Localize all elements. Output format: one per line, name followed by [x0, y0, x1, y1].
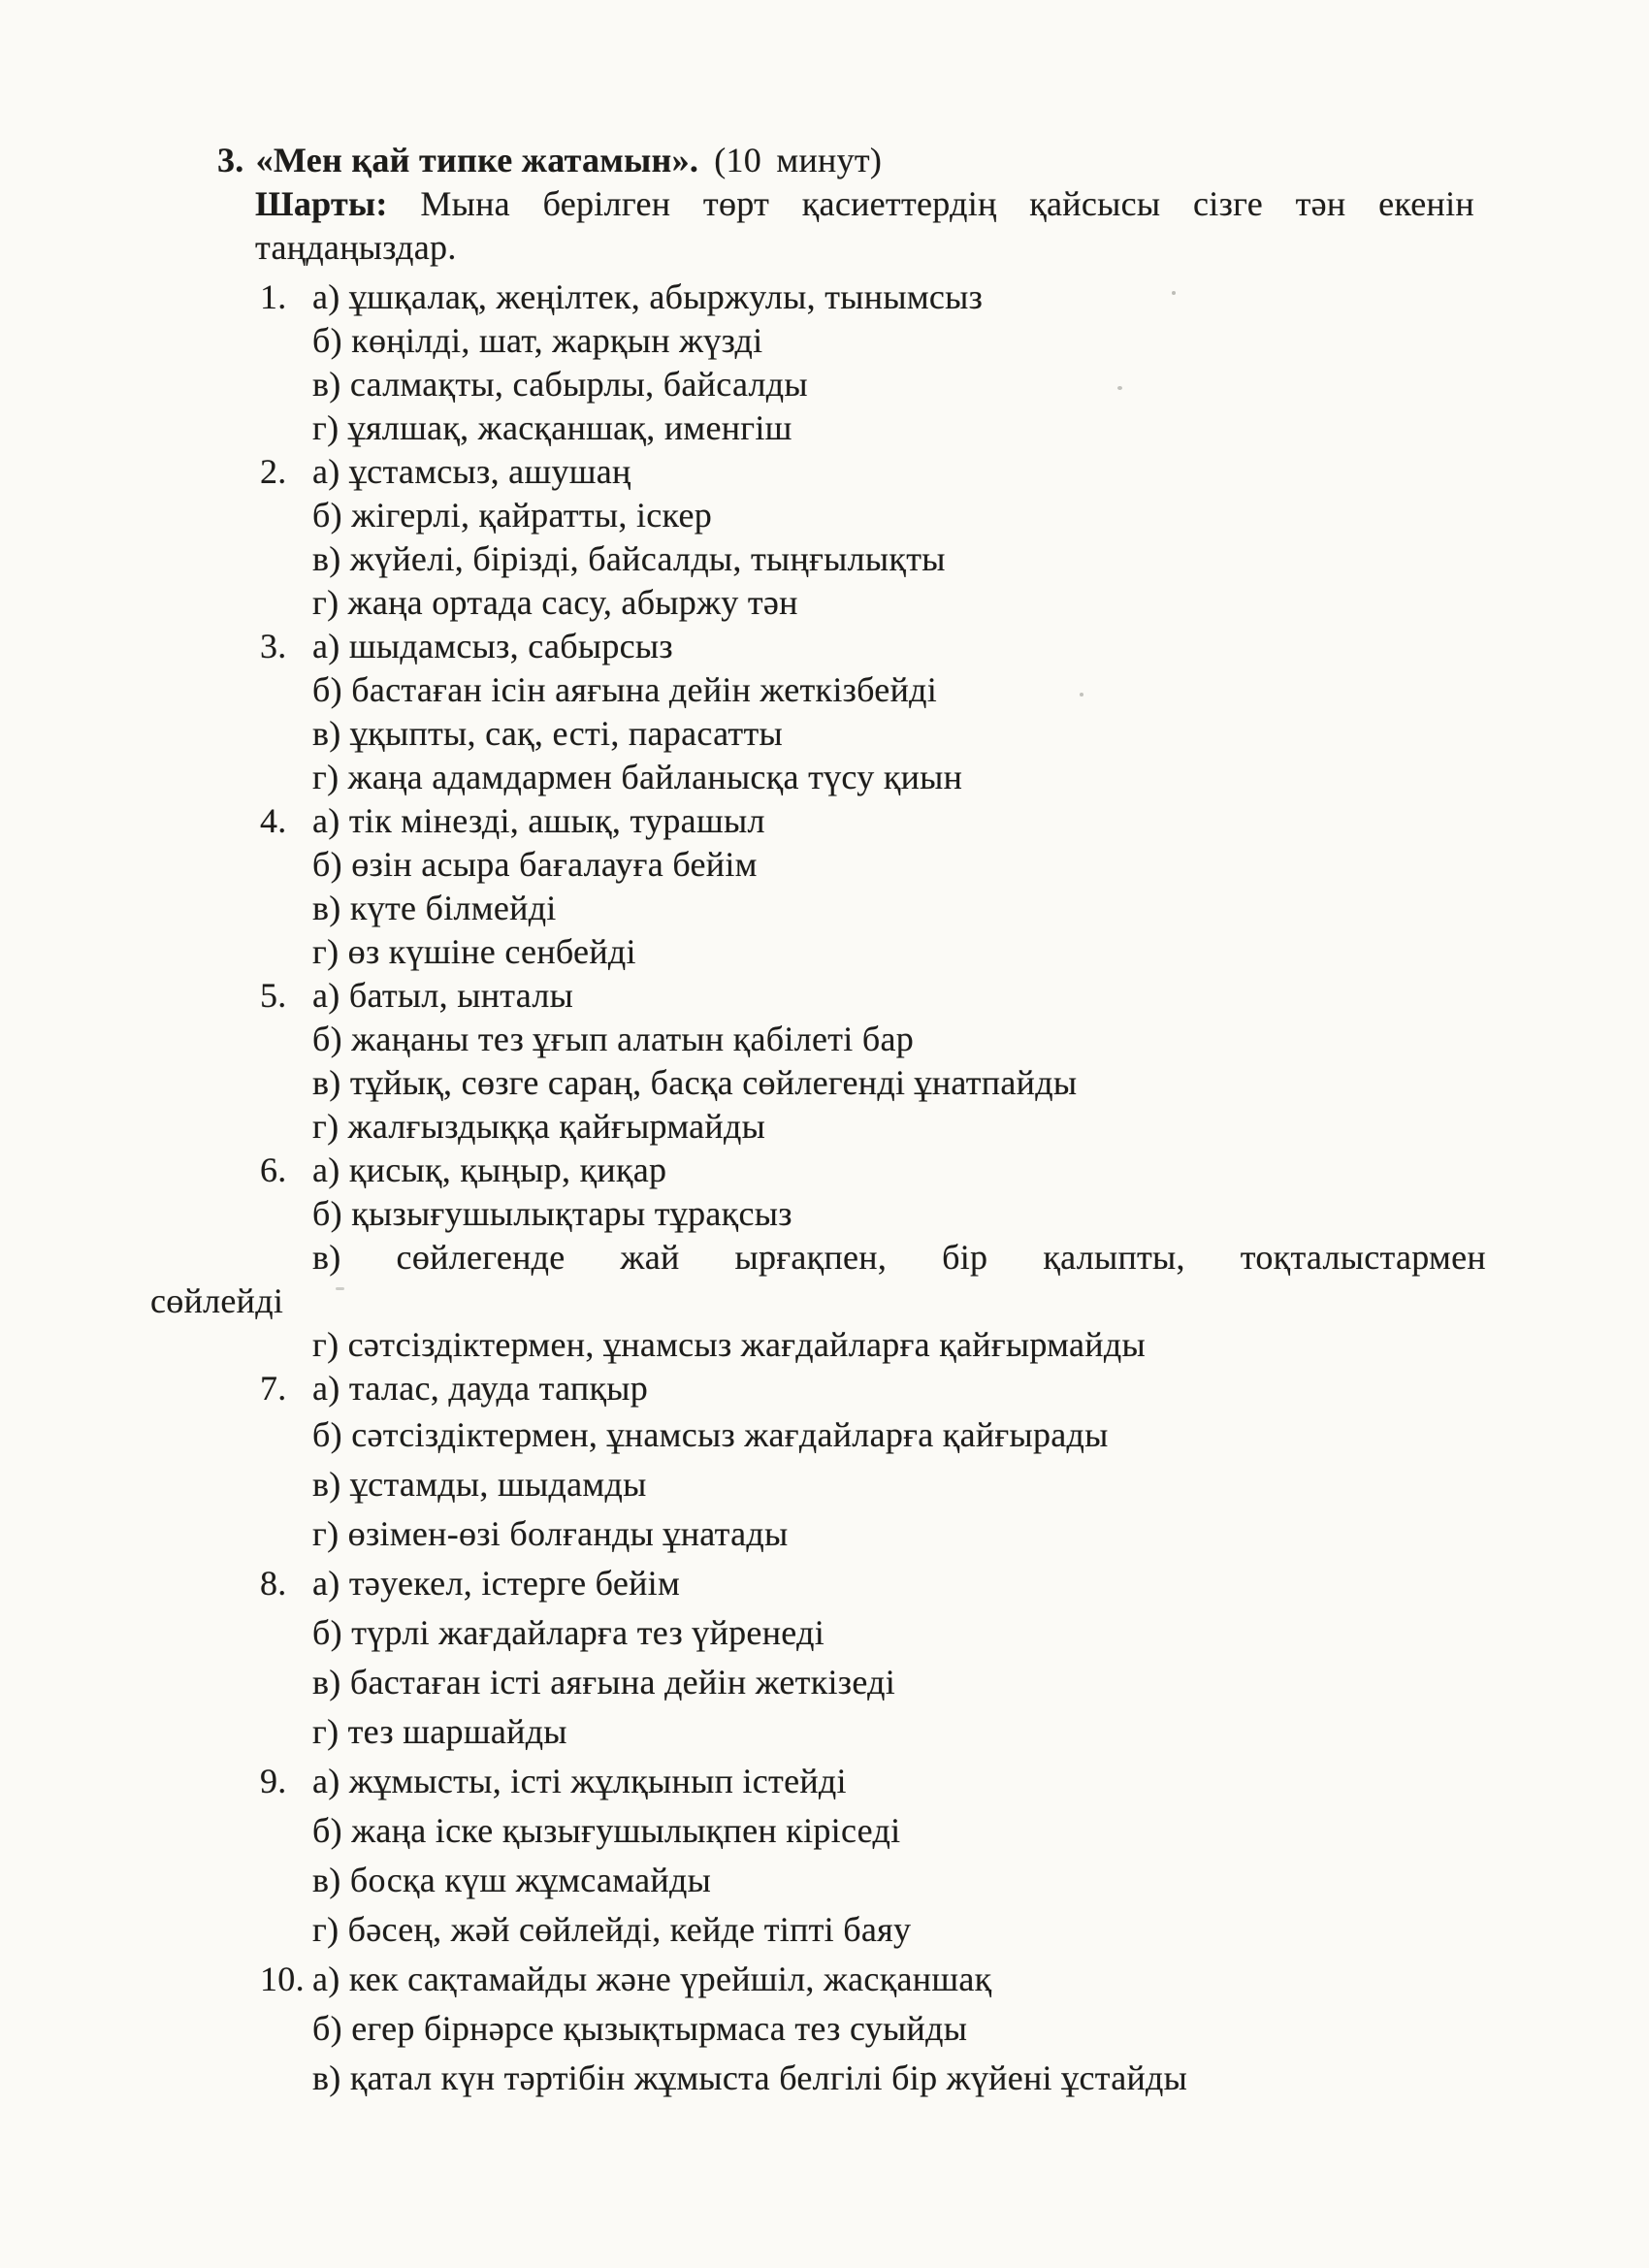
- option-text: б) өзін асыра бағалауға бейім: [312, 845, 758, 884]
- option-text: г) жаңа адамдармен байланысқа түсу қиын: [312, 758, 963, 796]
- option-line: [0, 2054, 1649, 2103]
- condition-label: Шарты:: [255, 184, 388, 223]
- option-line: [0, 1559, 1649, 1608]
- option-text: в) тұйық, сөзге сараң, басқа сөйлегенді ұнатпайды: [312, 1063, 1078, 1102]
- option-text: а) ұстамсыз, ашушаң: [312, 452, 631, 491]
- option-text: г) бәсең, жәй сөйлейді, кейде тіпті баяу: [312, 1910, 912, 1949]
- option-text: а) тәуекел, істерге бейім: [312, 1564, 681, 1603]
- option-text: б) жаңаны тез ұғып алатын қабілеті бар: [312, 1020, 915, 1058]
- option-text: а) кек сақтамайды және үрейшіл, жасқаншақ: [312, 1960, 992, 1998]
- option-line: [0, 1323, 1649, 1367]
- scan-speck: [1117, 386, 1122, 390]
- option-line: [0, 712, 1649, 756]
- option-line: [0, 1018, 1649, 1061]
- option-text: г) сәтсіздіктермен, ұнамсыз жағдайларға қайғырмайды: [312, 1325, 1146, 1364]
- option-line: [0, 887, 1649, 930]
- option-text: в) бастаған істі аяғына дейін жеткізеді: [312, 1663, 896, 1701]
- question-number: 6.: [260, 1150, 287, 1189]
- option-line: [0, 494, 1649, 537]
- option-text: б) егер бірнәрсе қызықтырмаса тез суыйды: [312, 2009, 968, 2048]
- option-text: а) ұшқалақ, жеңілтек, абыржулы, тынымсыз: [312, 277, 984, 316]
- option-line: [0, 1061, 1649, 1105]
- question-number: 2.: [260, 452, 287, 491]
- option-line: [0, 1192, 1649, 1236]
- option-line: [0, 275, 1649, 319]
- option-text: б) жігерлі, қайратты, іскер: [312, 496, 713, 535]
- option-line: [0, 1608, 1649, 1658]
- option-text: в) ұстамды, шыдамды: [312, 1465, 647, 1504]
- option-line: [0, 1757, 1649, 1806]
- option-text: б) сәтсіздіктермен, ұнамсыз жағдайларға қайғырады: [312, 1415, 1109, 1454]
- condition-text: Мына берілген төрт қасиеттердің қайсысы сізге тән екенін: [420, 184, 1474, 223]
- option-text: в) салмақты, сабырлы, байсалды: [312, 365, 808, 404]
- scan-speck: [1172, 291, 1176, 295]
- question-number: 10.: [260, 1960, 305, 1998]
- option-text: в) босқа күш жұмсамайды: [312, 1861, 712, 1899]
- option-line: [0, 1105, 1649, 1149]
- option-text: а) батыл, ынталы: [312, 976, 574, 1015]
- option-text: г) жалғыздыққа қайғырмайды: [312, 1107, 766, 1146]
- option-text: г) өзімен-өзі болғанды ұнатады: [312, 1514, 789, 1553]
- option-text: в) сөйлегенде жай ырғақпен, бір қалыпты, тоқталыстармен: [312, 1238, 1486, 1277]
- option-line: [0, 406, 1649, 450]
- scan-speck: [336, 1287, 344, 1290]
- section-title: «Мен қай типке жатамын».: [255, 141, 699, 179]
- question-number: 1.: [260, 277, 287, 316]
- option-text: в) қатал күн тәртібін жұмыста белгілі бір жүйені ұстайды: [312, 2058, 1188, 2097]
- condition-text-continued: таңдаңыздар.: [255, 228, 457, 267]
- option-text: б) жаңа іске қызығушылықпен кіріседі: [312, 1811, 901, 1850]
- question-number: 5.: [260, 976, 287, 1015]
- question-number: 8.: [260, 1564, 287, 1603]
- option-line: [0, 1509, 1649, 1559]
- option-text: в) ұқыпты, сақ, есті, парасатты: [312, 714, 783, 753]
- condition-line: [255, 182, 1474, 226]
- option-text: б) көңілді, шат, жарқын жүзді: [312, 321, 763, 360]
- option-line: [0, 2004, 1649, 2054]
- option-line: [0, 1707, 1649, 1757]
- option-text: г) жаңа ортада сасу, абыржу тән: [312, 583, 798, 622]
- option-line: [0, 1905, 1649, 1955]
- section-number: 3.: [217, 141, 244, 179]
- option-text: а) талас, дауда тапқыр: [312, 1369, 649, 1408]
- option-text: а) тік мінезді, ашық, турашыл: [312, 801, 765, 840]
- condition-continuation: [0, 226, 1649, 270]
- option-line: [0, 668, 1649, 712]
- question-number: 4.: [260, 801, 287, 840]
- option-line: [0, 450, 1649, 494]
- option-line: [0, 1149, 1649, 1192]
- option-text: б) қызығушылықтары тұрақсыз: [312, 1194, 792, 1233]
- option-line: [0, 1658, 1649, 1707]
- option-line: [0, 319, 1649, 363]
- option-text: а) шыдамсыз, сабырсыз: [312, 627, 673, 665]
- option-line: [0, 799, 1649, 843]
- scan-speck: [1080, 693, 1083, 697]
- option-line: [0, 843, 1649, 887]
- option-text: б) бастаған ісін аяғына дейін жеткізбейді: [312, 670, 938, 709]
- option-line: [0, 1856, 1649, 1905]
- question-number: 9.: [260, 1762, 287, 1800]
- option-line: [0, 930, 1649, 974]
- option-text: г) ұялшақ, жасқаншақ, именгіш: [312, 408, 792, 447]
- option-line-justified: [150, 1236, 1486, 1280]
- option-line: [0, 1367, 1649, 1410]
- option-text: в) күте білмейді: [312, 889, 557, 927]
- option-text: а) жұмысты, істі жұлқынып істейді: [312, 1762, 847, 1800]
- option-text: а) қисық, қыңыр, қиқар: [312, 1150, 667, 1189]
- option-line: [0, 537, 1649, 581]
- option-line: [0, 1410, 1649, 1460]
- option-line: [0, 756, 1649, 799]
- option-text: б) түрлі жағдайларға тез үйренеді: [312, 1613, 824, 1652]
- option-line: [0, 1806, 1649, 1856]
- question-number: 7.: [260, 1369, 287, 1408]
- option-text: г) тез шаршайды: [312, 1712, 567, 1751]
- option-text-wrapped: сөйлейді: [150, 1281, 284, 1320]
- option-line: [0, 625, 1649, 668]
- option-text: г) өз күшіне сенбейді: [312, 932, 636, 971]
- section-duration: (10 минут): [714, 141, 883, 179]
- option-line: [0, 1955, 1649, 2004]
- option-line: [0, 1460, 1649, 1509]
- option-text: в) жүйелі, бірізді, байсалды, тыңғылықты: [312, 539, 946, 578]
- section-heading: [0, 139, 1649, 182]
- option-line: [0, 363, 1649, 406]
- question-number: 3.: [260, 627, 287, 665]
- option-line: [0, 974, 1649, 1018]
- option-line-wrap: [0, 1280, 1649, 1323]
- option-line: [0, 581, 1649, 625]
